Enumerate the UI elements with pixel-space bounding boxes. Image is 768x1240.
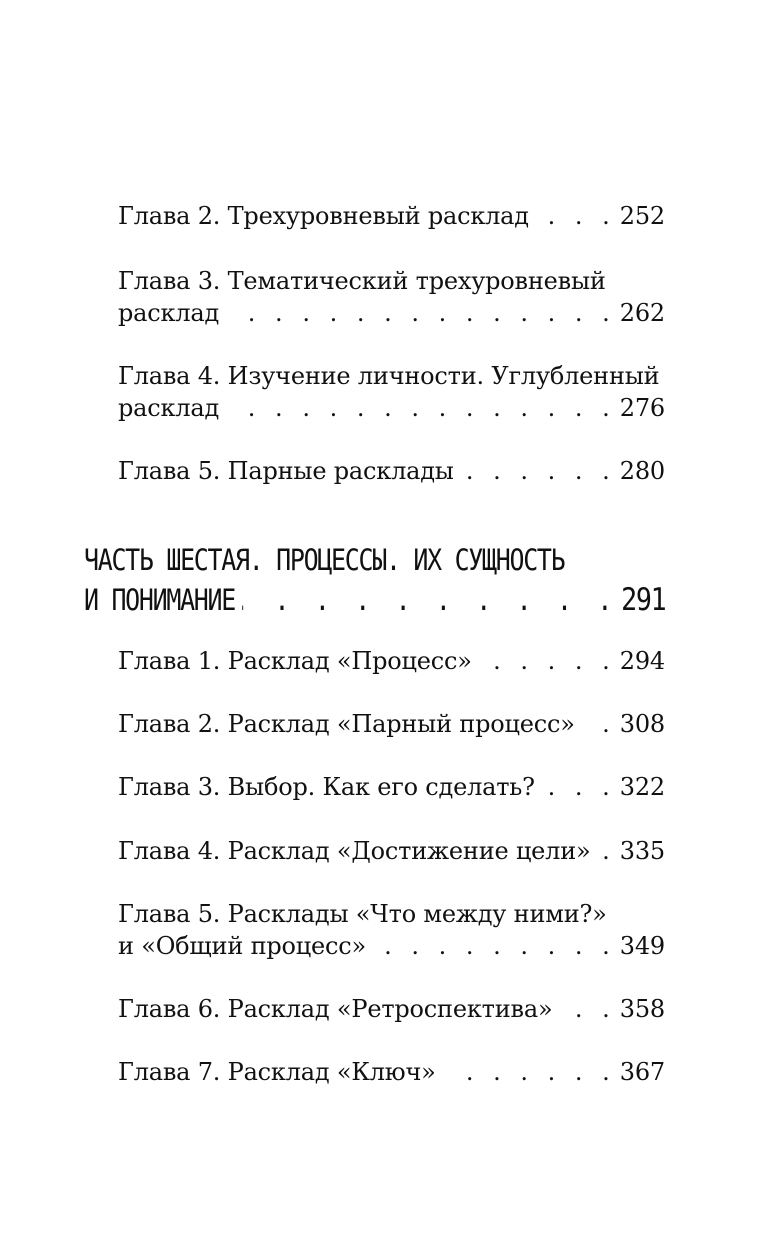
dot-leader bbox=[242, 580, 618, 620]
page-number: 358 bbox=[619, 995, 665, 1023]
entry-title: Глава 6. Расклад «Ретроспектива» bbox=[118, 995, 553, 1023]
entry-title-cont: расклад bbox=[118, 299, 220, 327]
entry-title: Глава 3. Тематический трехуровневый bbox=[118, 267, 606, 295]
entry-title: Глава 2. Расклад «Парный процесс» bbox=[118, 710, 575, 738]
part-title-cont: И ПОНИМАНИЕ bbox=[84, 583, 235, 617]
dot-leader bbox=[227, 297, 616, 329]
dot-leader bbox=[374, 930, 616, 962]
toc-entry-chapter-4[interactable] bbox=[118, 360, 665, 424]
toc-entry-chapter-1[interactable] bbox=[118, 645, 665, 677]
dot-leader bbox=[444, 1056, 616, 1088]
toc-entry-chapter-2[interactable] bbox=[118, 200, 665, 232]
page-number: 367 bbox=[619, 1058, 665, 1086]
entry-title: Глава 2. Трехуровневый расклад bbox=[118, 202, 529, 230]
toc-entry-chapter-3[interactable] bbox=[118, 265, 665, 329]
page-number: 280 bbox=[619, 457, 665, 485]
page-number: 252 bbox=[619, 202, 665, 230]
page-number: 262 bbox=[619, 299, 665, 327]
dot-leader bbox=[480, 645, 616, 677]
toc-entry-chapter-7[interactable] bbox=[118, 1056, 665, 1088]
entry-title: Глава 4. Изучение личности. Углубленный bbox=[118, 362, 660, 390]
part-title: ЧАСТЬ ШЕСТАЯ. ПРОЦЕССЫ. ИХ СУЩНОСТЬ bbox=[84, 543, 565, 577]
dot-leader bbox=[560, 993, 615, 1025]
dot-leader bbox=[227, 392, 616, 424]
toc-part-six-heading[interactable] bbox=[84, 540, 665, 620]
page-number: 335 bbox=[619, 837, 665, 865]
entry-title-cont: расклад bbox=[118, 394, 220, 422]
dot-leader bbox=[583, 708, 616, 740]
entry-title: Глава 4. Расклад «Достижение цели» bbox=[118, 837, 591, 865]
toc-entry-chapter-6[interactable] bbox=[118, 993, 665, 1025]
page-number: 291 bbox=[621, 582, 666, 618]
toc-entry-chapter-3-choice[interactable] bbox=[118, 771, 665, 803]
dot-leader bbox=[543, 771, 616, 803]
toc-entry-chapter-4-goal[interactable] bbox=[118, 835, 665, 867]
toc-entry-chapter-5[interactable] bbox=[118, 455, 665, 487]
page-number: 322 bbox=[619, 773, 665, 801]
toc-entry-chapter-2-process[interactable] bbox=[118, 708, 665, 740]
toc-entry-chapter-5-between[interactable] bbox=[118, 898, 665, 962]
entry-title-cont: и «Общий процесс» bbox=[118, 932, 366, 960]
page-number: 349 bbox=[619, 932, 665, 960]
page-number: 294 bbox=[619, 647, 665, 675]
entry-title: Глава 3. Выбор. Как его сделать? bbox=[118, 773, 535, 801]
page-number: 308 bbox=[619, 710, 665, 738]
entry-title: Глава 5. Парные расклады bbox=[118, 457, 454, 485]
page-number: 276 bbox=[619, 394, 665, 422]
dot-leader bbox=[599, 835, 616, 867]
entry-title: Глава 1. Расклад «Процесс» bbox=[118, 647, 472, 675]
entry-title: Глава 5. Расклады «Что между ними?» bbox=[118, 900, 607, 928]
entry-title: Глава 7. Расклад «Ключ» bbox=[118, 1058, 436, 1086]
dot-leader bbox=[462, 455, 616, 487]
dot-leader bbox=[537, 200, 616, 232]
